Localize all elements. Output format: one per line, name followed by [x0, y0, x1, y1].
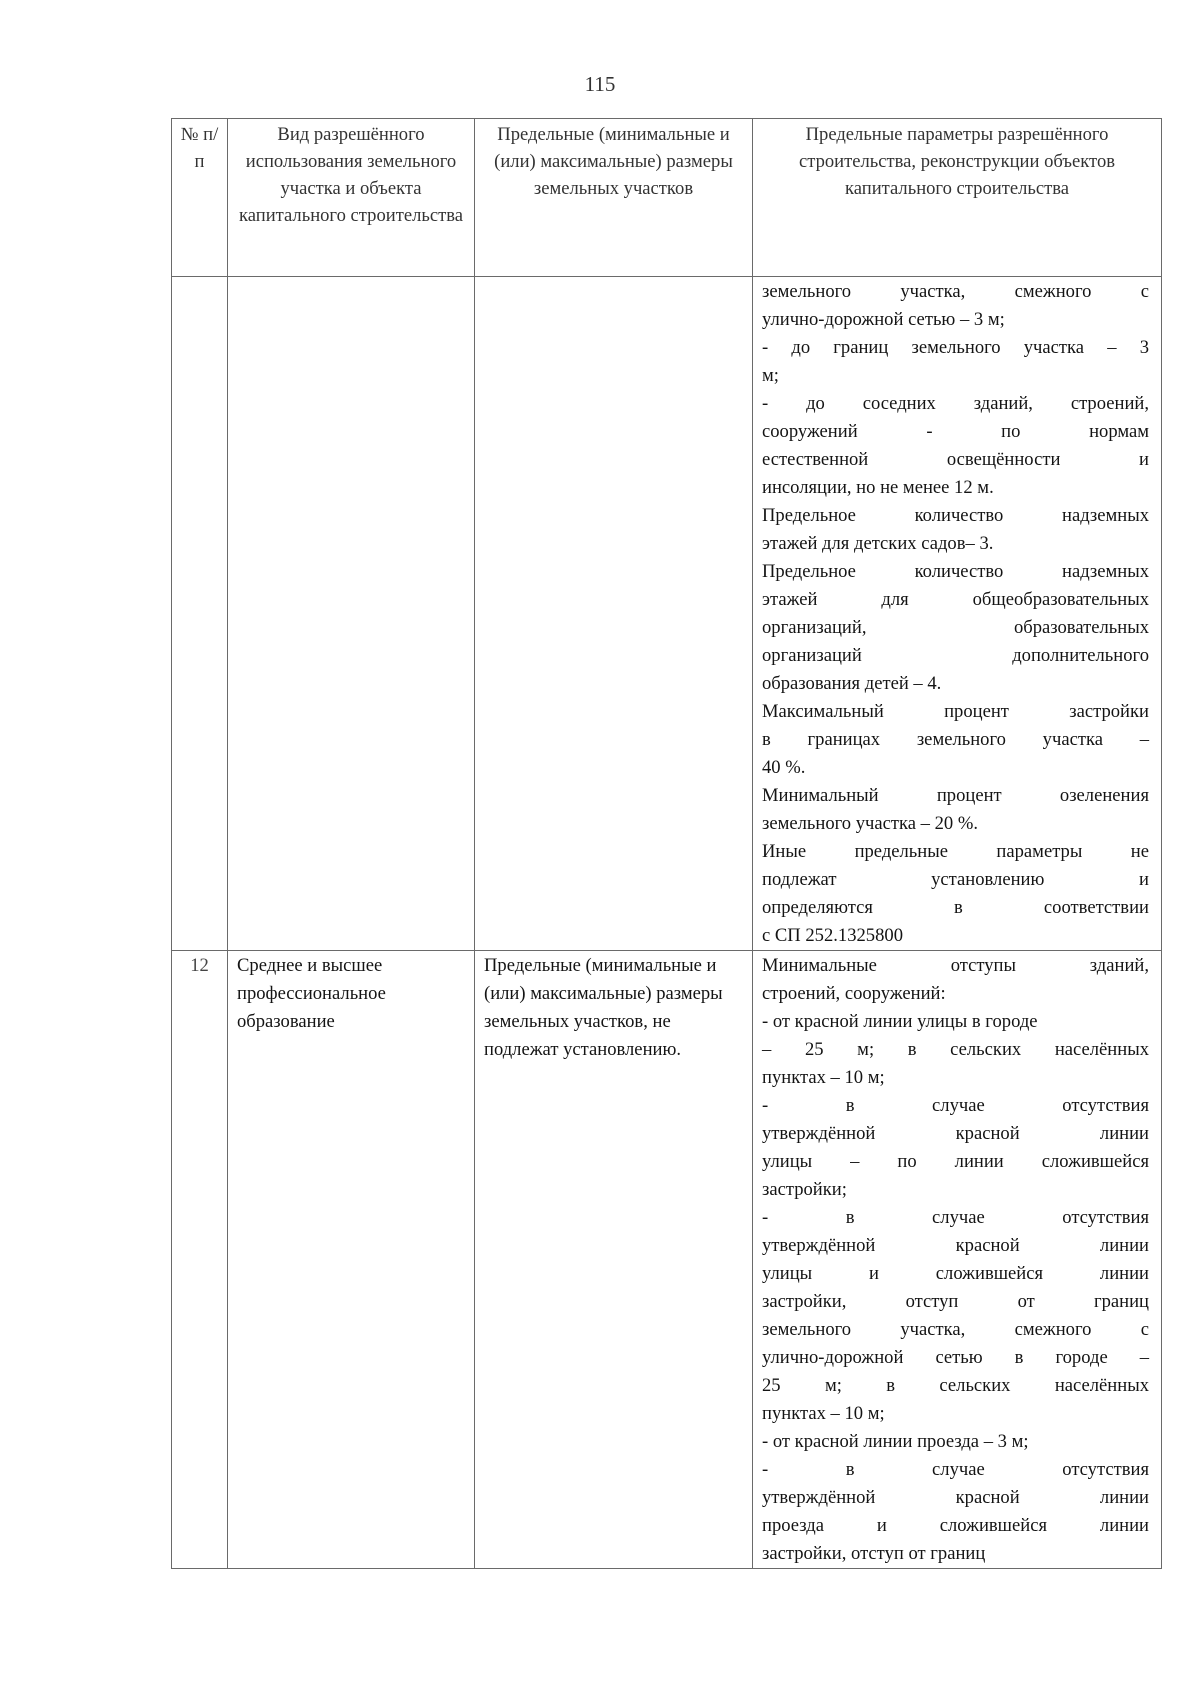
parameter-line: м; [762, 365, 779, 386]
parameter-line: Минимальный процент озеленения [762, 785, 1149, 806]
cell-number-empty [172, 277, 228, 951]
parameter-line: - до соседних зданий, строений, [762, 393, 1149, 414]
parameter-line: организаций, образовательных [762, 617, 1149, 638]
parameter-line: - в случае отсутствия [762, 1207, 1149, 1228]
parameter-line: улицы и сложившейся линии [762, 1263, 1149, 1284]
row-number: 12 [172, 951, 228, 1569]
header-use-type: Вид разрешённого использования земельного участка и объекта капитального строительства [228, 119, 475, 277]
parameter-line: этажей для детских садов– 3. [762, 533, 994, 554]
parameter-line: утверждённой красной линии [762, 1123, 1149, 1144]
table-row-continued [172, 277, 1162, 951]
parameter-line: строений, сооружений: [762, 983, 946, 1004]
parameter-line: естественной освещённости и [762, 449, 1149, 470]
parameter-line: пунктах – 10 м; [762, 1403, 885, 1424]
parameter-line: утверждённой красной линии [762, 1235, 1149, 1256]
cell-use-type: Среднее и высшее профессиональное образование [228, 951, 475, 1569]
parameter-line: улично-дорожной сетью в городе – [762, 1347, 1149, 1368]
parameter-line: в границах земельного участка – [762, 729, 1149, 750]
parameter-line: утверждённой красной линии [762, 1487, 1149, 1508]
parameter-line: 40 %. [762, 757, 806, 778]
parameter-line: - до границ земельного участка – 3 [762, 337, 1149, 358]
parameter-line: – 25 м; в сельских населённых [762, 1039, 1149, 1060]
parameter-line: Максимальный процент застройки [762, 701, 1149, 722]
cell-plot-size-empty [475, 277, 753, 951]
parameter-line: улично-дорожной сетью – 3 м; [762, 309, 1005, 330]
parameter-line: Иные предельные параметры не [762, 841, 1149, 862]
header-parameters: Предельные параметры разрешённого строительства, реконструкции объектов капитального строительства [753, 119, 1162, 277]
parameter-line: застройки, отступ от границ [762, 1543, 986, 1564]
parameter-line: земельного участка, смежного с [762, 281, 1149, 302]
parameter-line: улицы – по линии сложившейся [762, 1151, 1149, 1172]
parameter-line: - в случае отсутствия [762, 1459, 1149, 1480]
header-number: № п/п [172, 119, 228, 277]
table-row-12 [172, 951, 1162, 1569]
cell-parameters [753, 951, 1162, 1569]
cell-parameters-continued [753, 277, 1162, 951]
parameter-line: 25 м; в сельских населённых [762, 1375, 1149, 1396]
parameter-line: застройки, отступ от границ [762, 1291, 1149, 1312]
parameter-line: образования детей – 4. [762, 673, 942, 694]
parameter-line: организаций дополнительного [762, 645, 1149, 666]
parameter-line: Предельное количество надземных [762, 561, 1149, 582]
regulations-table [171, 118, 1162, 1569]
page-number: 115 [584, 72, 616, 96]
parameter-line: земельного участка, смежного с [762, 1319, 1149, 1340]
cell-use-type-empty [228, 277, 475, 951]
table-header-row [172, 119, 1162, 277]
parameter-line: Предельное количество надземных [762, 505, 1149, 526]
parameter-line: Минимальные отступы зданий, [762, 955, 1149, 976]
parameter-line: пунктах – 10 м; [762, 1067, 885, 1088]
parameter-line: с СП 252.1325800 [762, 925, 903, 946]
parameter-line: этажей для общеобразовательных [762, 589, 1149, 610]
parameter-line: сооружений - по нормам [762, 421, 1149, 442]
parameter-line: определяются в соответствии [762, 897, 1149, 918]
header-plot-size: Предельные (минимальные и (или) максимальные) размеры земельных участков [475, 119, 753, 277]
parameter-line: застройки; [762, 1179, 847, 1200]
parameter-line: инсоляции, но не менее 12 м. [762, 477, 994, 498]
parameter-line: - от красной линии улицы в городе [762, 1011, 1038, 1032]
parameter-line: проезда и сложившейся линии [762, 1515, 1149, 1536]
parameter-line: - от красной линии проезда – 3 м; [762, 1431, 1029, 1452]
cell-plot-size: Предельные (минимальные и (или) максимальные) размеры земельных участков, не подлежат установлению. [475, 951, 753, 1569]
parameter-line: подлежат установлению и [762, 869, 1149, 890]
parameter-line: - в случае отсутствия [762, 1095, 1149, 1116]
parameter-line: земельного участка – 20 %. [762, 813, 978, 834]
